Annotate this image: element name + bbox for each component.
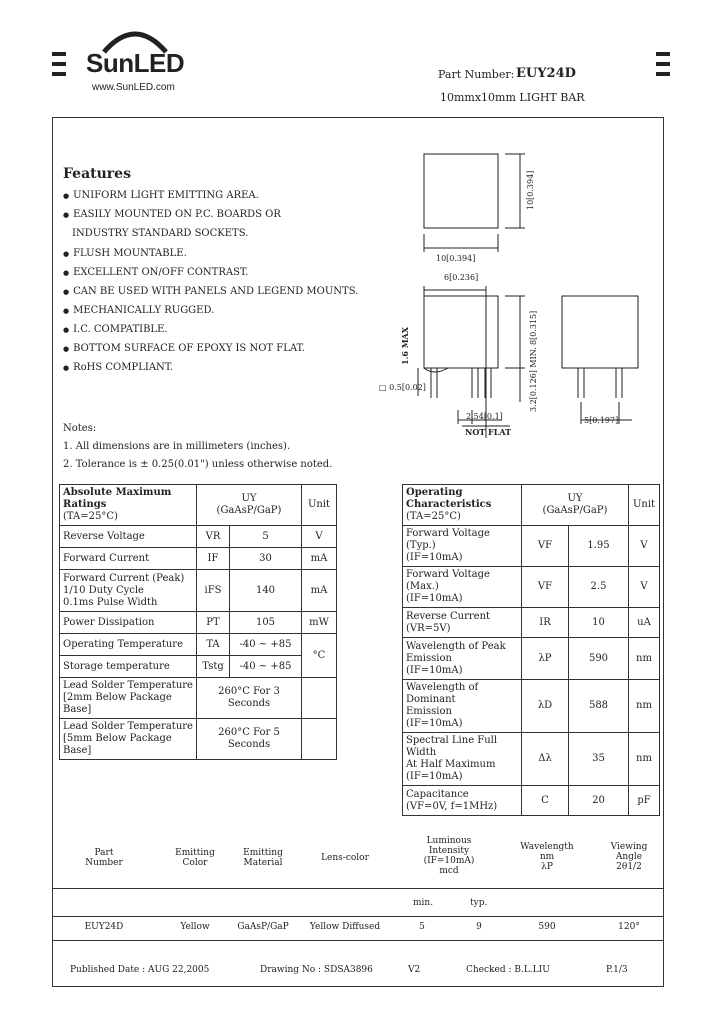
abs-unit: V xyxy=(302,526,337,548)
op-symbol: λP xyxy=(522,638,569,680)
footer-published: Published Date : AUG 22,2005 xyxy=(70,965,210,975)
feature-text: EASILY MOUNTED ON P.C. BOARDS OR xyxy=(73,209,281,220)
bullet-icon: ● xyxy=(63,288,70,296)
sel-min-label: min. xyxy=(413,898,434,908)
abs-param: Power Dissipation xyxy=(60,612,197,634)
abs-max-title: Absolute Maximum Ratings xyxy=(63,487,172,510)
abs-max-table xyxy=(59,484,337,760)
footer-checked: Checked : B.L.LIU xyxy=(466,965,550,975)
dim-min: 3.2[0.126] MIN. xyxy=(529,347,538,412)
op-char-row xyxy=(403,680,660,733)
op-param: Reverse Current (VR=5V) xyxy=(403,608,522,638)
op-symbol: VF xyxy=(522,567,569,608)
abs-param: Reverse Voltage xyxy=(60,526,197,548)
feature-item xyxy=(63,190,259,201)
sel-head-lum: Luminous Intensity (IF=10mA) mcd xyxy=(423,836,475,876)
op-unit: nm xyxy=(629,733,660,786)
sel-head-part: Part Number xyxy=(85,848,123,868)
sel-top-line xyxy=(52,888,663,889)
sel-row-part: EUY24D xyxy=(84,922,124,932)
op-value: 1.95 xyxy=(569,526,629,567)
op-value: 588 xyxy=(569,680,629,733)
sel-row-lens: Yellow Diffused xyxy=(309,922,381,932)
op-param: Spectral Line Full Width At Half Maximum (IF=10mA) xyxy=(403,733,522,786)
op-value: 2.5 xyxy=(569,567,629,608)
abs-value: 140 xyxy=(230,570,302,612)
abs-param: Forward Current xyxy=(60,548,197,570)
feature-text: EXCELLENT ON/OFF CONTRAST. xyxy=(73,267,249,278)
abs-unit: mA xyxy=(302,570,337,612)
op-param: Wavelength of Dominant Emission (IF=10mA) xyxy=(403,680,522,733)
op-char-header xyxy=(403,485,660,526)
features-title: Features xyxy=(63,166,131,182)
logo-bar-1 xyxy=(52,52,66,56)
sel-head-color: Emitting Color xyxy=(175,848,215,868)
feature-item xyxy=(63,267,248,278)
op-value: 20 xyxy=(569,786,629,816)
abs-symbol: VR xyxy=(197,526,230,548)
abs-unit: mW xyxy=(302,612,337,634)
sel-row-color: Yellow xyxy=(180,922,210,932)
part-number-label: Part Number: xyxy=(438,68,515,81)
abs-max-row xyxy=(60,634,337,656)
op-char-row xyxy=(403,608,660,638)
op-value: 590 xyxy=(569,638,629,680)
op-unit: uA xyxy=(629,608,660,638)
op-value: 10 xyxy=(569,608,629,638)
abs-max-row xyxy=(60,612,337,634)
op-unit: V xyxy=(629,526,660,567)
sel-row-angle: 120° xyxy=(618,922,640,932)
side-view-body xyxy=(424,296,498,368)
end-view-body xyxy=(562,296,638,368)
op-char-table xyxy=(402,484,660,816)
footer-version: V2 xyxy=(408,965,421,975)
op-symbol: Δλ xyxy=(522,733,569,786)
package-drawing xyxy=(370,140,660,445)
op-unit: nm xyxy=(629,638,660,680)
dim-end: 5[0.197] xyxy=(584,416,619,425)
feature-item xyxy=(63,362,173,373)
sel-row-typ: 9 xyxy=(476,922,482,932)
not-flat-label: NOT FLAT xyxy=(465,427,512,437)
abs-max-row xyxy=(60,678,337,719)
bullet-icon: ● xyxy=(63,307,70,315)
feature-text: RoHS COMPLIANT. xyxy=(73,362,174,373)
sel-head-angle: Viewing Angle 2θ1/2 xyxy=(610,842,648,872)
abs-symbol: IF xyxy=(197,548,230,570)
sel-bottom-line xyxy=(52,940,663,941)
feature-item xyxy=(63,286,358,297)
part-number: EUY24D xyxy=(516,66,576,81)
abs-value: -40 ~ +85 xyxy=(230,656,302,678)
abs-symbol: PT xyxy=(197,612,230,634)
sel-row-material: GaAsP/GaP xyxy=(237,922,289,932)
abs-value: -40 ~ +85 xyxy=(230,634,302,656)
sel-row-min: 5 xyxy=(419,922,425,932)
op-char-row xyxy=(403,733,660,786)
feature-item xyxy=(63,209,281,220)
op-value: 35 xyxy=(569,733,629,786)
op-char-row xyxy=(403,567,660,608)
abs-max-row xyxy=(60,656,337,678)
subtitle: 10mmx10mm LIGHT BAR xyxy=(440,91,585,104)
op-symbol: VF xyxy=(522,526,569,567)
feature-text: CAN BE USED WITH PANELS AND LEGEND MOUNTS. xyxy=(73,286,359,297)
op-symbol: C xyxy=(522,786,569,816)
note-2: 2. Tolerance is ± 0.25(0.01") unless otherwise noted. xyxy=(63,459,333,470)
abs-unit: mA xyxy=(302,548,337,570)
right-bar-3 xyxy=(656,72,670,76)
abs-param: Lead Solder Temperature [2mm Below Package Base] xyxy=(60,678,197,719)
logo-bar-2 xyxy=(52,62,66,66)
feature-text: BOTTOM SURFACE OF EPOXY IS NOT FLAT. xyxy=(73,343,305,354)
abs-max-cond: (TA=25°C) xyxy=(63,511,118,522)
op-param: Forward Voltage (Typ.) (IF=10mA) xyxy=(403,526,522,567)
dim-side-w: 6[0.236] xyxy=(444,273,479,282)
abs-param: Forward Current (Peak) 1/10 Duty Cycle 0.1ms Pulse Width xyxy=(60,570,197,612)
feature-item xyxy=(63,343,305,354)
feature-item xyxy=(63,248,187,259)
footer-drawing: Drawing No : SDSA3896 xyxy=(260,965,373,975)
op-unit: V xyxy=(629,567,660,608)
note-1: 1. All dimensions are in millimeters (inches). xyxy=(63,441,291,452)
bullet-icon: ● xyxy=(63,364,70,372)
logo-bar-3 xyxy=(52,72,66,76)
abs-value: 5 xyxy=(230,526,302,548)
abs-value: 105 xyxy=(230,612,302,634)
abs-value: 260°C For 5 Seconds xyxy=(197,719,302,760)
op-symbol: λD xyxy=(522,680,569,733)
dim-top-h: 10[0.394] xyxy=(436,254,476,263)
bullet-icon: ● xyxy=(63,250,70,258)
abs-value: 30 xyxy=(230,548,302,570)
op-unit: pF xyxy=(629,786,660,816)
feature-item xyxy=(63,305,214,316)
op-param: Forward Voltage (Max.) (IF=10mA) xyxy=(403,567,522,608)
feature-item xyxy=(72,228,248,239)
feature-text: FLUSH MOUNTABLE. xyxy=(73,248,187,259)
op-param: Capacitance (VF=0V, f=1MHz) xyxy=(403,786,522,816)
sel-head-wl: Wavelength nm λP xyxy=(520,842,574,872)
op-char-col-uy: UY xyxy=(567,493,583,504)
abs-max-row xyxy=(60,719,337,760)
feature-text: INDUSTRY STANDARD SOCKETS. xyxy=(72,228,249,239)
bullet-icon: ● xyxy=(63,345,70,353)
feature-text: I.C. COMPATIBLE. xyxy=(73,324,168,335)
sel-mid-line xyxy=(52,916,663,917)
abs-max-col-unit: Unit xyxy=(302,485,337,526)
op-char-row xyxy=(403,786,660,816)
abs-symbol: TA xyxy=(197,634,230,656)
op-char-col-unit: Unit xyxy=(629,485,660,526)
feature-text: MECHANICALLY RUGGED. xyxy=(73,305,215,316)
op-char-cond: (TA=25°C) xyxy=(406,511,461,522)
bullet-icon: ● xyxy=(63,192,70,200)
top-view-body xyxy=(424,154,498,228)
op-char-col-mat: (GaAsP/GaP) xyxy=(542,505,608,516)
sel-typ-label: typ. xyxy=(470,898,488,908)
dim-height: 8[0.315] xyxy=(529,310,538,345)
website: www.SunLED.com xyxy=(92,82,175,93)
right-bar-2 xyxy=(656,62,670,66)
bullet-icon: ● xyxy=(63,326,70,334)
op-char-title: Operating Characteristics xyxy=(406,487,492,510)
right-bar-1 xyxy=(656,52,670,56)
dim-max: 1.6 MAX xyxy=(400,327,410,365)
abs-max-col-mat: (GaAsP/GaP) xyxy=(216,505,282,516)
op-char-row xyxy=(403,526,660,567)
op-unit: nm xyxy=(629,680,660,733)
op-char-row xyxy=(403,638,660,680)
abs-unit: °C xyxy=(302,634,337,678)
bullet-icon: ● xyxy=(63,269,70,277)
bullet-icon: ● xyxy=(63,211,70,219)
abs-unit xyxy=(302,719,337,760)
abs-max-row xyxy=(60,526,337,548)
abs-unit xyxy=(302,678,337,719)
dim-pitch: 2.54[0.1] xyxy=(466,412,503,421)
feature-item xyxy=(63,324,168,335)
abs-symbol: Tstg xyxy=(197,656,230,678)
abs-max-row xyxy=(60,548,337,570)
sel-head-material: Emitting Material xyxy=(243,848,283,868)
footer-page: P.1/3 xyxy=(606,965,628,975)
abs-max-header xyxy=(60,485,337,526)
feature-text: UNIFORM LIGHT EMITTING AREA. xyxy=(73,190,259,201)
sel-row-wl: 590 xyxy=(538,922,556,932)
abs-param: Lead Solder Temperature [5mm Below Package Base] xyxy=(60,719,197,760)
op-param: Wavelength of Peak Emission (IF=10mA) xyxy=(403,638,522,680)
abs-max-row xyxy=(60,570,337,612)
abs-param: Operating Temperature xyxy=(60,634,197,656)
dim-top-v: 10[0.394] xyxy=(526,170,535,210)
abs-param: Storage temperature xyxy=(60,656,197,678)
dim-pin: □ 0.5[0.02] xyxy=(379,383,426,392)
sel-head-lens: Lens-color xyxy=(321,853,369,863)
abs-symbol: iFS xyxy=(197,570,230,612)
brand-logo: SunLED xyxy=(86,48,185,78)
abs-max-col-uy: UY xyxy=(241,493,257,504)
op-symbol: IR xyxy=(522,608,569,638)
abs-value: 260°C For 3 Seconds xyxy=(197,678,302,719)
notes-title: Notes: xyxy=(63,423,97,434)
